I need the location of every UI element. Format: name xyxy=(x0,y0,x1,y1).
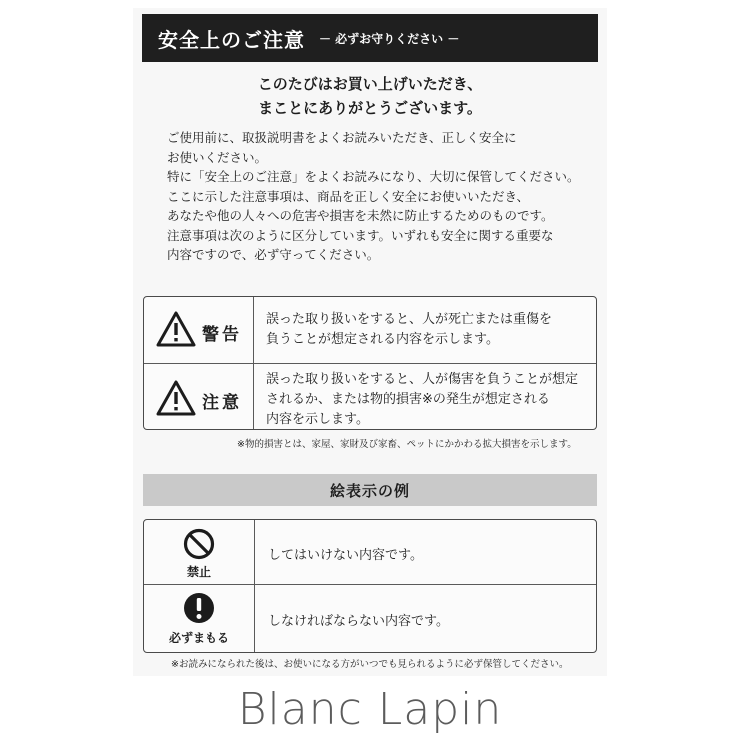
warning-triangle-icon xyxy=(156,311,196,347)
row-divider xyxy=(254,584,255,652)
greeting xyxy=(142,72,598,120)
intro-line: お使いください。 xyxy=(167,149,268,165)
header-bar xyxy=(142,14,598,62)
example-header xyxy=(143,474,597,506)
keep-footnote: ※お読みになられた後は、お使いになる方がいつでも見られるように必ず保管してください。 xyxy=(171,659,569,670)
watermark: Blanc Lapin xyxy=(237,684,503,735)
page-title: 安全上のご注意 xyxy=(158,27,305,52)
pictogram-row-prohibited xyxy=(144,520,596,585)
warning-line: 負うことが想定される内容を示します。 xyxy=(266,332,499,347)
row-divider xyxy=(253,363,254,429)
warning-table xyxy=(143,296,597,430)
warning-row-caution xyxy=(144,363,596,429)
mandatory-icon xyxy=(183,592,215,624)
mandatory-description: しなければならない内容です。 xyxy=(268,614,449,629)
greeting-line: このたびはお買い上げいただき、 xyxy=(257,75,483,93)
intro-line: 内容ですので、必ず守ってください。 xyxy=(167,247,380,262)
greeting-line: まことにありがとうございます。 xyxy=(258,99,482,117)
warning-triangle-icon xyxy=(156,380,196,416)
intro-line: ここに示した注意事項は、商品を正しく安全にお使いいただき、 xyxy=(167,188,530,204)
row-divider xyxy=(254,520,255,584)
caution-line: 内容を示します。 xyxy=(266,412,369,427)
pictogram-row-mandatory xyxy=(144,584,596,652)
warning-line: 誤った取り扱いをすると、人が死亡または重傷を xyxy=(266,312,553,327)
row-divider xyxy=(253,297,254,363)
mandatory-label: 必ずまもる xyxy=(168,631,229,645)
warning-description xyxy=(266,310,596,350)
intro-paragraph xyxy=(167,128,587,265)
example-title: 絵表示の例 xyxy=(329,481,410,500)
prohibited-label: 禁止 xyxy=(186,565,211,579)
warning-row-danger xyxy=(144,297,596,364)
caution-line: 誤った取り扱いをすると、人が傷害を負うことが想定 xyxy=(266,372,579,387)
intro-line: 注意事項は次のように区分しています。いずれも安全に関する重要な xyxy=(167,227,554,243)
intro-line: あなたや他の人々への危害や損害を未然に防止するためのものです。 xyxy=(167,208,554,223)
intro-line: ご使用前に、取扱説明書をよくお読みいただき、正しく安全に xyxy=(167,130,517,145)
warning-label: 警告 xyxy=(202,325,242,345)
page-subtitle: － 必ずお守りください － xyxy=(319,31,460,46)
caution-label: 注意 xyxy=(202,393,242,413)
damage-footnote: ※物的損害とは、家屋、家財及び家畜、ペットにかかわる拡大損害を示します。 xyxy=(237,439,577,450)
caution-line: されるか、または物的損害※の発生が想定される xyxy=(266,392,550,407)
prohibited-description: してはいけない内容です。 xyxy=(268,548,423,563)
prohibition-icon xyxy=(183,528,215,560)
caution-description xyxy=(266,370,596,430)
intro-line: 特に「安全上のご注意」をよくお読みになり、大切に保管してください。 xyxy=(167,169,580,184)
pictogram-table xyxy=(143,519,597,653)
